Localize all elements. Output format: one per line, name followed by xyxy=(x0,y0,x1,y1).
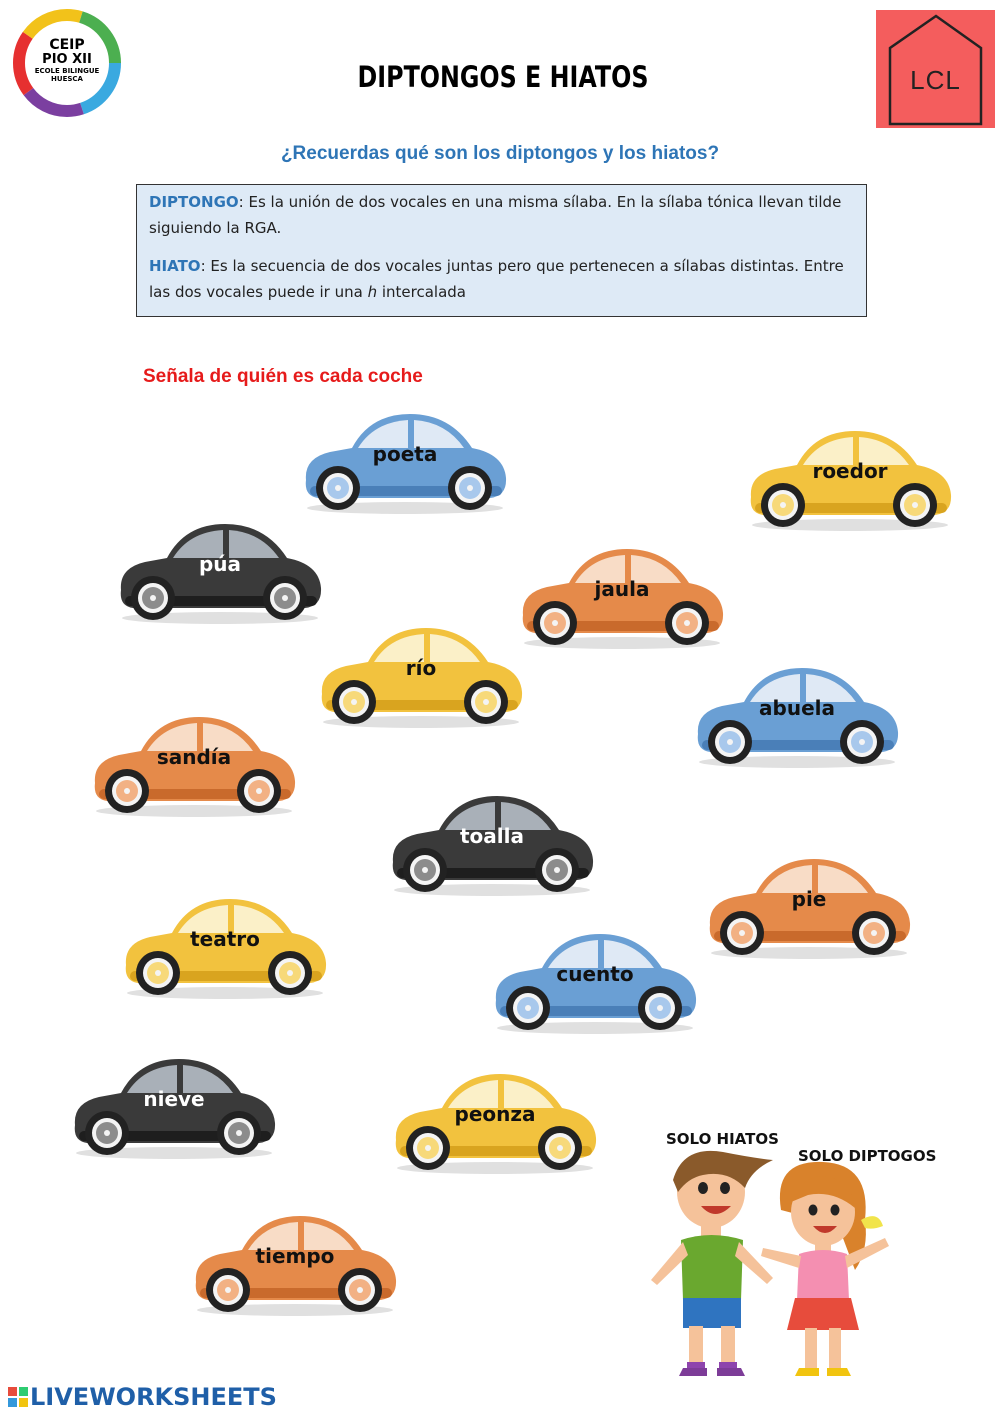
car[interactable] xyxy=(704,853,914,963)
car-word: jaula xyxy=(594,577,650,601)
car[interactable] xyxy=(300,408,510,518)
kids-illustration xyxy=(633,1130,903,1403)
car-word: sandía xyxy=(156,745,232,769)
car-word: púa xyxy=(198,552,242,576)
car-word: poeta xyxy=(372,442,438,466)
car[interactable] xyxy=(390,1068,600,1178)
car[interactable] xyxy=(745,425,955,535)
car[interactable] xyxy=(517,543,727,653)
footer-brand-text: LIVEWORKSHEETS xyxy=(30,1383,277,1411)
car-word: abuela xyxy=(759,696,835,720)
logo-line-4: HUESCA xyxy=(51,75,83,83)
footer-brand xyxy=(8,1383,277,1411)
children-icon xyxy=(633,1130,903,1403)
definition-hiato-italic: h xyxy=(367,283,378,301)
definition-hiato-text-end: intercalada xyxy=(377,283,466,301)
car[interactable] xyxy=(190,1210,400,1320)
definition-hiato-text: : Es la secuencia de dos vocales juntas pero que pertenecen a sílabas distintas. Entre las dos vocales puede ir una xyxy=(149,257,844,301)
car[interactable] xyxy=(120,893,330,1003)
car[interactable] xyxy=(387,790,597,900)
car[interactable] xyxy=(69,1053,279,1163)
car-word: roedor xyxy=(812,459,888,483)
car[interactable] xyxy=(692,662,902,772)
car-word: teatro xyxy=(190,927,260,951)
car-word: peonza xyxy=(454,1102,536,1126)
definition-diptongo xyxy=(149,189,854,241)
boy-label: SOLO HIATOS xyxy=(666,1130,779,1148)
liveworksheets-icon xyxy=(8,1385,28,1405)
car-word: río xyxy=(405,656,437,680)
subject-badge xyxy=(876,10,995,128)
subtitle: ¿Recuerdas qué son los diptongos y los hiatos? xyxy=(280,143,720,164)
car-word: cuento xyxy=(556,962,634,986)
car-word: nieve xyxy=(143,1087,205,1111)
subject-badge-label: LCL xyxy=(910,65,961,95)
car-word: tiempo xyxy=(255,1244,335,1268)
car[interactable] xyxy=(316,622,526,732)
term-hiato: HIATO xyxy=(149,257,201,275)
page-title: DIPTONGOS E HIATOS xyxy=(357,60,649,94)
girl-label: SOLO DIPTOGOS xyxy=(798,1147,937,1165)
term-diptongo: DIPTONGO xyxy=(149,193,239,211)
logo-line-3: ECOLE BILINGUE xyxy=(34,67,100,75)
car[interactable] xyxy=(89,711,299,821)
instruction: Señala de quién es cada coche xyxy=(143,366,423,387)
logo-line-1: CEIP xyxy=(49,37,85,53)
definition-hiato xyxy=(149,253,854,305)
car-word: toalla xyxy=(459,824,524,848)
definitions-box xyxy=(136,184,867,317)
logo-line-2: PIO XII xyxy=(42,52,92,67)
definition-diptongo-text: : Es la unión de dos vocales en una misma sílaba. En la sílaba tónica llevan tilde siguiendo la RGA. xyxy=(149,193,842,237)
car[interactable] xyxy=(115,518,325,628)
car[interactable] xyxy=(490,928,700,1038)
car-word: pie xyxy=(791,887,827,911)
